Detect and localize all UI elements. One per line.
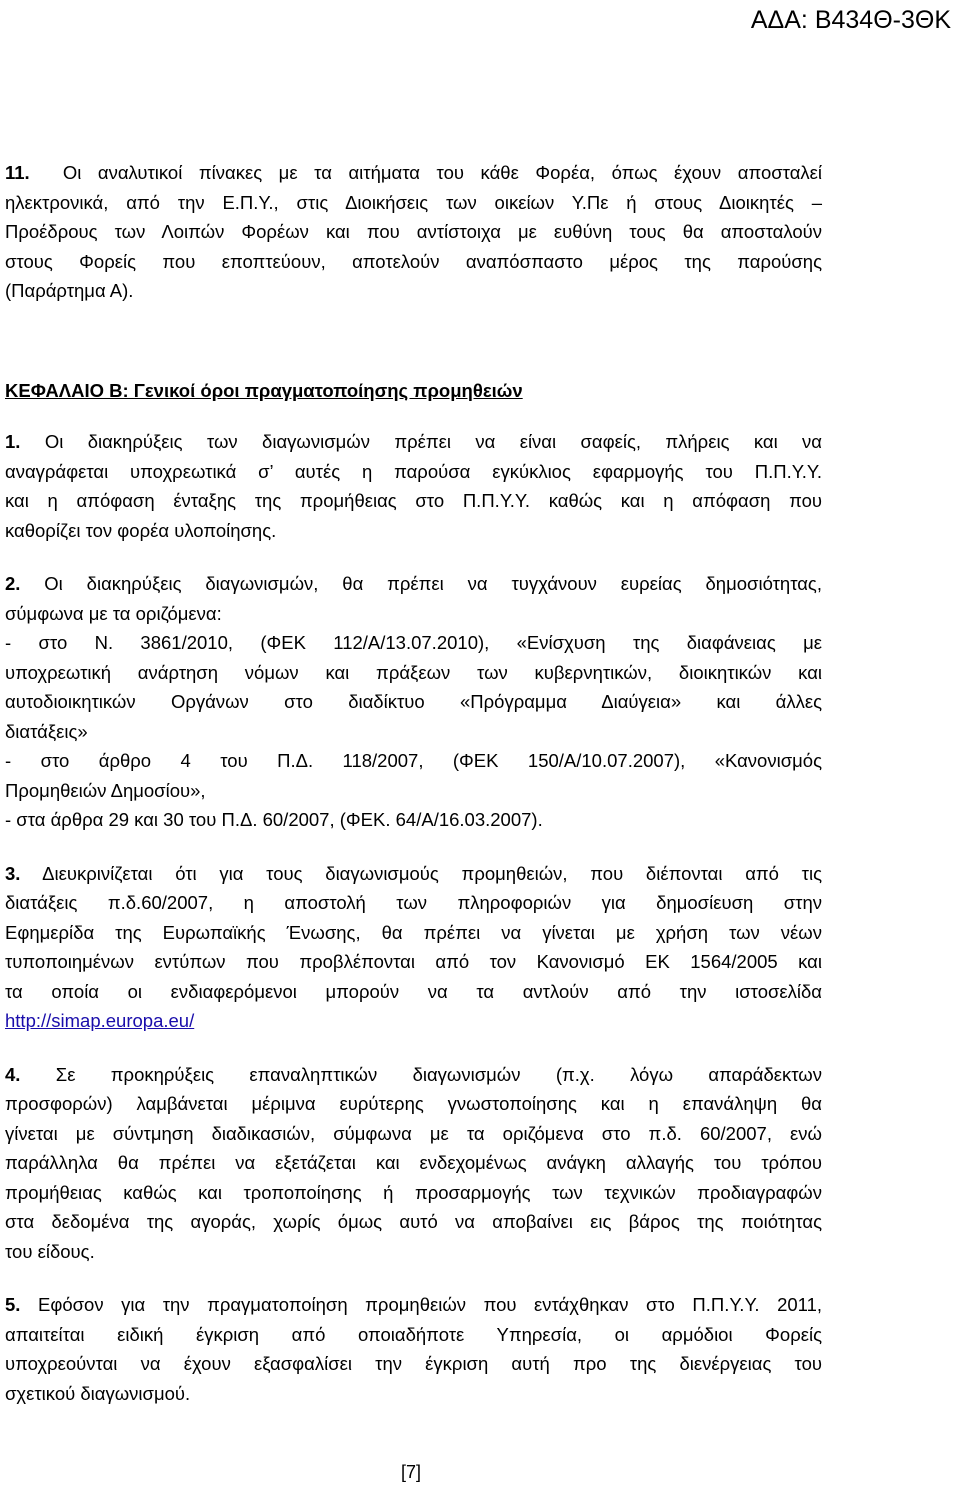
paragraph-line: - στα άρθρα 29 και 30 του Π.Δ. 60/2007, (ΦΕΚ. 64/Α/16.03.2007).: [5, 809, 543, 830]
paragraph-line: διατάξεις π.δ.60/2007, η αποστολή των πληροφοριών για δημοσίευση στην: [5, 892, 822, 913]
paragraph-number: 5.: [5, 1294, 21, 1315]
simap-link[interactable]: http://simap.europa.eu/: [5, 1010, 195, 1031]
paragraph-b1: [5, 427, 822, 545]
paragraph-line: προμήθειας καθώς και τροποποίησης ή προσαρμογής των τεχνικών προδιαγραφών: [5, 1181, 822, 1203]
paragraph-number: 4.: [5, 1063, 21, 1085]
paragraph-line: σχετικού διαγωνισμού.: [5, 1382, 191, 1404]
paragraph-line: στα δεδομένα της αγοράς, χωρίς όμως αυτό να αποβαίνει εις βάρος της ποιότητας: [5, 1211, 822, 1232]
paragraph-b2: [5, 569, 822, 835]
paragraph-line: Προμηθειών Δημοσίου»,: [5, 779, 206, 801]
paragraph-line: 3. Διευκρινίζεται ότι για τους διαγωνισμούς προμηθειών, που διέπονται από τις: [5, 862, 823, 884]
paragraph-line: 2. Οι διακηρύξεις διαγωνισμών, θα πρέπει να τυγχάνουν ευρείας δημοσιότητας,: [5, 573, 822, 594]
paragraph-b4: [5, 1060, 822, 1267]
paragraph-line: Προέδρους των Λοιπών Φορέων και που αντίστοιχα με ευθύνη τους θα αποσταλούν: [5, 221, 822, 242]
page-number: [7]: [400, 1462, 421, 1482]
paragraph-line: στους Φορείς που εποπτεύουν, αποτελούν αναπόσπαστο μέρος της παρούσης: [5, 250, 822, 272]
paragraph-line: γίνεται με σύντμηση διαδικασιών, σύμφωνα με τα οριζόμενα στο π.δ. 60/2007, ενώ: [5, 1122, 822, 1144]
paragraph-line: υποχρεωτική ανάρτηση νόμων και πράξεων των κυβερνητικών, διοικητικών και: [5, 661, 822, 683]
paragraph-line: του είδους.: [5, 1240, 95, 1262]
paragraph-line: υποχρεούνται να έχουν εξασφαλίσει την έγκριση αυτή προ της διενέργειας του: [5, 1353, 822, 1374]
paragraph-line: Εφημερίδα της Ευρωπαϊκής Ένωσης, θα πρέπει να γίνεται με χρήση των νέων: [5, 921, 822, 943]
paragraph-line: αυτοδιοικητικών Οργάνων στο διαδίκτυο «Πρόγραμμα Διαύγεια» και άλλες: [5, 691, 822, 712]
paragraph-b3: [5, 859, 822, 1036]
chapter-b-heading: ΚΕΦΑΛΑΙΟ Β: Γενικοί όροι πραγματοποίησης προμηθειών: [5, 379, 523, 401]
paragraph-line: [5, 1006, 822, 1036]
paragraph-number: 3.: [5, 862, 21, 884]
paragraph-line: τυποποιημένων εντύπων που προβλέπονται από τον Κανονισμό ΕΚ 1564/2005 και: [5, 951, 822, 972]
paragraph-line: - στο άρθρο 4 του Π.Δ. 118/2007, (ΦΕΚ 150/Α/10.07.2007), «Κανονισμός: [5, 750, 822, 771]
paragraph-line: αναγράφεται υποχρεωτικά σ’ αυτές η παρούσα εγκύκλιος εφαρμογής του Π.Π.Υ.Υ.: [5, 460, 822, 482]
paragraph-number: 11.: [5, 162, 30, 183]
paragraph-line: καθορίζει τον φορέα υλοποίησης.: [5, 519, 277, 541]
paragraph-11: [5, 158, 822, 306]
paragraph-b5: [5, 1290, 822, 1408]
paragraph-line: τα οποία οι ενδιαφερόμενοι μπορούν να τα αντλούν από την ιστοσελίδα: [5, 980, 822, 1002]
paragraph-line: (Παράρτημα Α).: [5, 280, 134, 301]
ada-code: ΑΔΑ: Β434Θ-3ΘΚ: [750, 6, 951, 34]
paragraph-line: 5. Εφόσον για την πραγματοποίηση προμηθειών που εντάχθηκαν στο Π.Π.Υ.Υ. 2011,: [5, 1294, 823, 1315]
paragraph-line: ηλεκτρονικά, από την Ε.Π.Υ., στις Διοικήσεις των οικείων Υ.Πε ή στους Διοικητές –: [5, 191, 822, 213]
paragraph-number: 1.: [5, 431, 21, 452]
paragraph-line: 11. Οι αναλυτικοί πίνακες με τα αιτήματα του κάθε Φορέα, όπως έχουν αποσταλεί: [5, 162, 822, 183]
paragraph-line: - στο Ν. 3861/2010, (ΦΕΚ 112/Α/13.07.2010), «Ενίσχυση της διαφάνειας με: [5, 632, 822, 653]
paragraph-line: 1. Οι διακηρύξεις των διαγωνισμών πρέπει να είναι σαφείς, πλήρεις και να: [5, 431, 823, 452]
paragraph-line: παράλληλα θα πρέπει να εξετάζεται και ενδεχομένως ανάγκη αλλαγής του τρόπου: [5, 1152, 822, 1173]
document-body: [5, 158, 822, 1408]
paragraph-number: 2.: [5, 573, 21, 594]
paragraph-line: σύμφωνα με τα οριζόμενα:: [5, 602, 222, 624]
paragraph-line: 4. Σε προκηρύξεις επαναληπτικών διαγωνισμών (π.χ. λόγω απαράδεκτων: [5, 1063, 822, 1085]
paragraph-line: απαιτείται ειδική έγκριση από οποιαδήποτε Υπηρεσία, οι αρμόδιοι Φορείς: [5, 1323, 822, 1345]
paragraph-line: και η απόφαση ένταξης της προμήθειας στο Π.Π.Υ.Υ. καθώς και η απόφαση που: [5, 490, 822, 511]
paragraph-line: προσφορών) λαμβάνεται μέριμνα ευρύτερης γνωστοποίησης και η επανάληψη θα: [5, 1093, 822, 1114]
paragraph-line: διατάξεις»: [5, 720, 88, 742]
